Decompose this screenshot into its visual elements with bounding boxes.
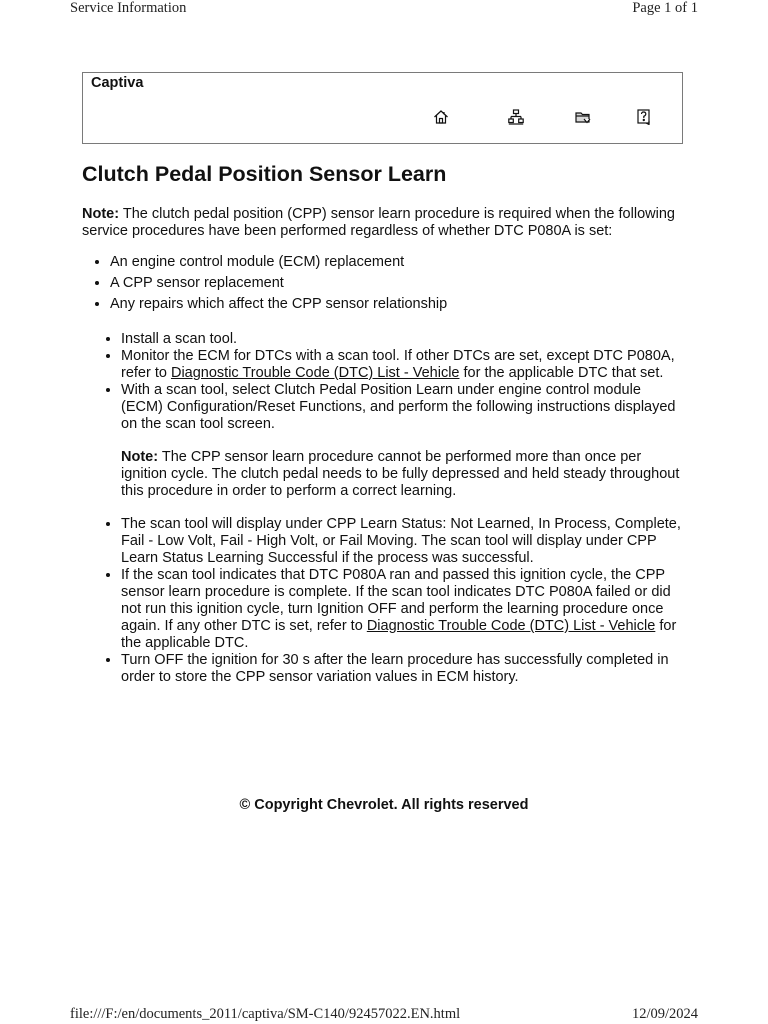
step-item bbox=[121, 331, 682, 348]
page-title: Clutch Pedal Position Sensor Learn bbox=[82, 162, 447, 186]
page-number: Page 1 of 1 bbox=[632, 0, 698, 16]
note-paragraph bbox=[82, 206, 682, 240]
step-item bbox=[121, 567, 682, 652]
dtc-list-link[interactable]: Diagnostic Trouble Code (DTC) List - Vehicle bbox=[366, 618, 656, 634]
step-item bbox=[121, 516, 682, 567]
folder-icon[interactable] bbox=[575, 109, 591, 125]
help-icon[interactable] bbox=[636, 109, 652, 125]
step-text: If the scan tool indicates that DTC P080A ran and passed this ignition cycle, the CPP sensor learn procedure is complete. If the scan tool indicates DTC P080A failed or did not run this ignition cycle, turn Ignition OFF and perform the learning procedure once again. If any other DTC is set, refer to bbox=[121, 567, 671, 634]
document-body bbox=[82, 206, 682, 686]
list-item: • An engine control module (ECM) replacement bbox=[110, 254, 682, 271]
step-text: Turn OFF the ignition for 30 s after the learn procedure has successfully completed in order to store the CPP sensor variation values in ECM history. bbox=[121, 652, 669, 685]
hierarchy-icon[interactable] bbox=[508, 109, 524, 125]
list-item: • Any repairs which affect the CPP sensor relationship bbox=[110, 296, 682, 313]
step-text: for the applicable DTC. bbox=[121, 618, 677, 651]
step-item bbox=[121, 382, 682, 500]
document-header-box bbox=[82, 72, 683, 144]
step-text: Monitor the ECM for DTCs with a scan tool. If other DTCs are set, except DTC P080A, refer to bbox=[121, 348, 675, 381]
print-date: 12/09/2024 bbox=[631, 1006, 698, 1022]
conditions-list bbox=[82, 254, 682, 313]
home-icon[interactable] bbox=[433, 109, 449, 125]
note-paragraph bbox=[121, 449, 682, 500]
note-text: The CPP sensor learn procedure cannot be performed more than once per ignition cycle. The clutch pedal needs to be fully depressed and held steady throughout this procedure in order to perform a correct learning. bbox=[121, 449, 680, 499]
step-item bbox=[121, 348, 682, 382]
print-footer bbox=[70, 1006, 698, 1024]
print-header-title: Service Information bbox=[70, 0, 187, 16]
note-text: The clutch pedal position (CPP) sensor learn procedure is required when the following service procedures have been performed regardless of whether DTC P080A is set: bbox=[82, 206, 675, 239]
dtc-list-link[interactable]: Diagnostic Trouble Code (DTC) List - Vehicle bbox=[170, 365, 460, 381]
list-item: • A CPP sensor replacement bbox=[110, 275, 682, 292]
copyright-notice: © Copyright Chevrolet. All rights reserved bbox=[239, 797, 529, 813]
file-path: file:///F:/en/documents_2011/captiva/SM-C140/92457022.EN.html bbox=[70, 1006, 461, 1022]
step-item bbox=[121, 652, 682, 686]
note-label: Note: bbox=[121, 449, 159, 465]
note-label: Note: bbox=[82, 206, 120, 222]
print-header bbox=[70, 0, 698, 18]
procedure-steps-list bbox=[82, 331, 682, 686]
vehicle-name: Captiva bbox=[91, 75, 144, 91]
step-text: With a scan tool, select Clutch Pedal Position Learn under engine control module (ECM) Configuration/Reset Functions, and perform the following instructions displayed on the scan tool screen. bbox=[121, 382, 676, 432]
step-text: for the applicable DTC that set. bbox=[463, 365, 664, 381]
step-text: Install a scan tool. bbox=[121, 331, 238, 347]
step-text: The scan tool will display under CPP Learn Status: Not Learned, In Process, Complete, Fail - Low Volt, Fail - High Volt, or Fail Moving. The scan tool will display under CPP Learn Status Learning Successful if the process was successful. bbox=[121, 516, 681, 566]
